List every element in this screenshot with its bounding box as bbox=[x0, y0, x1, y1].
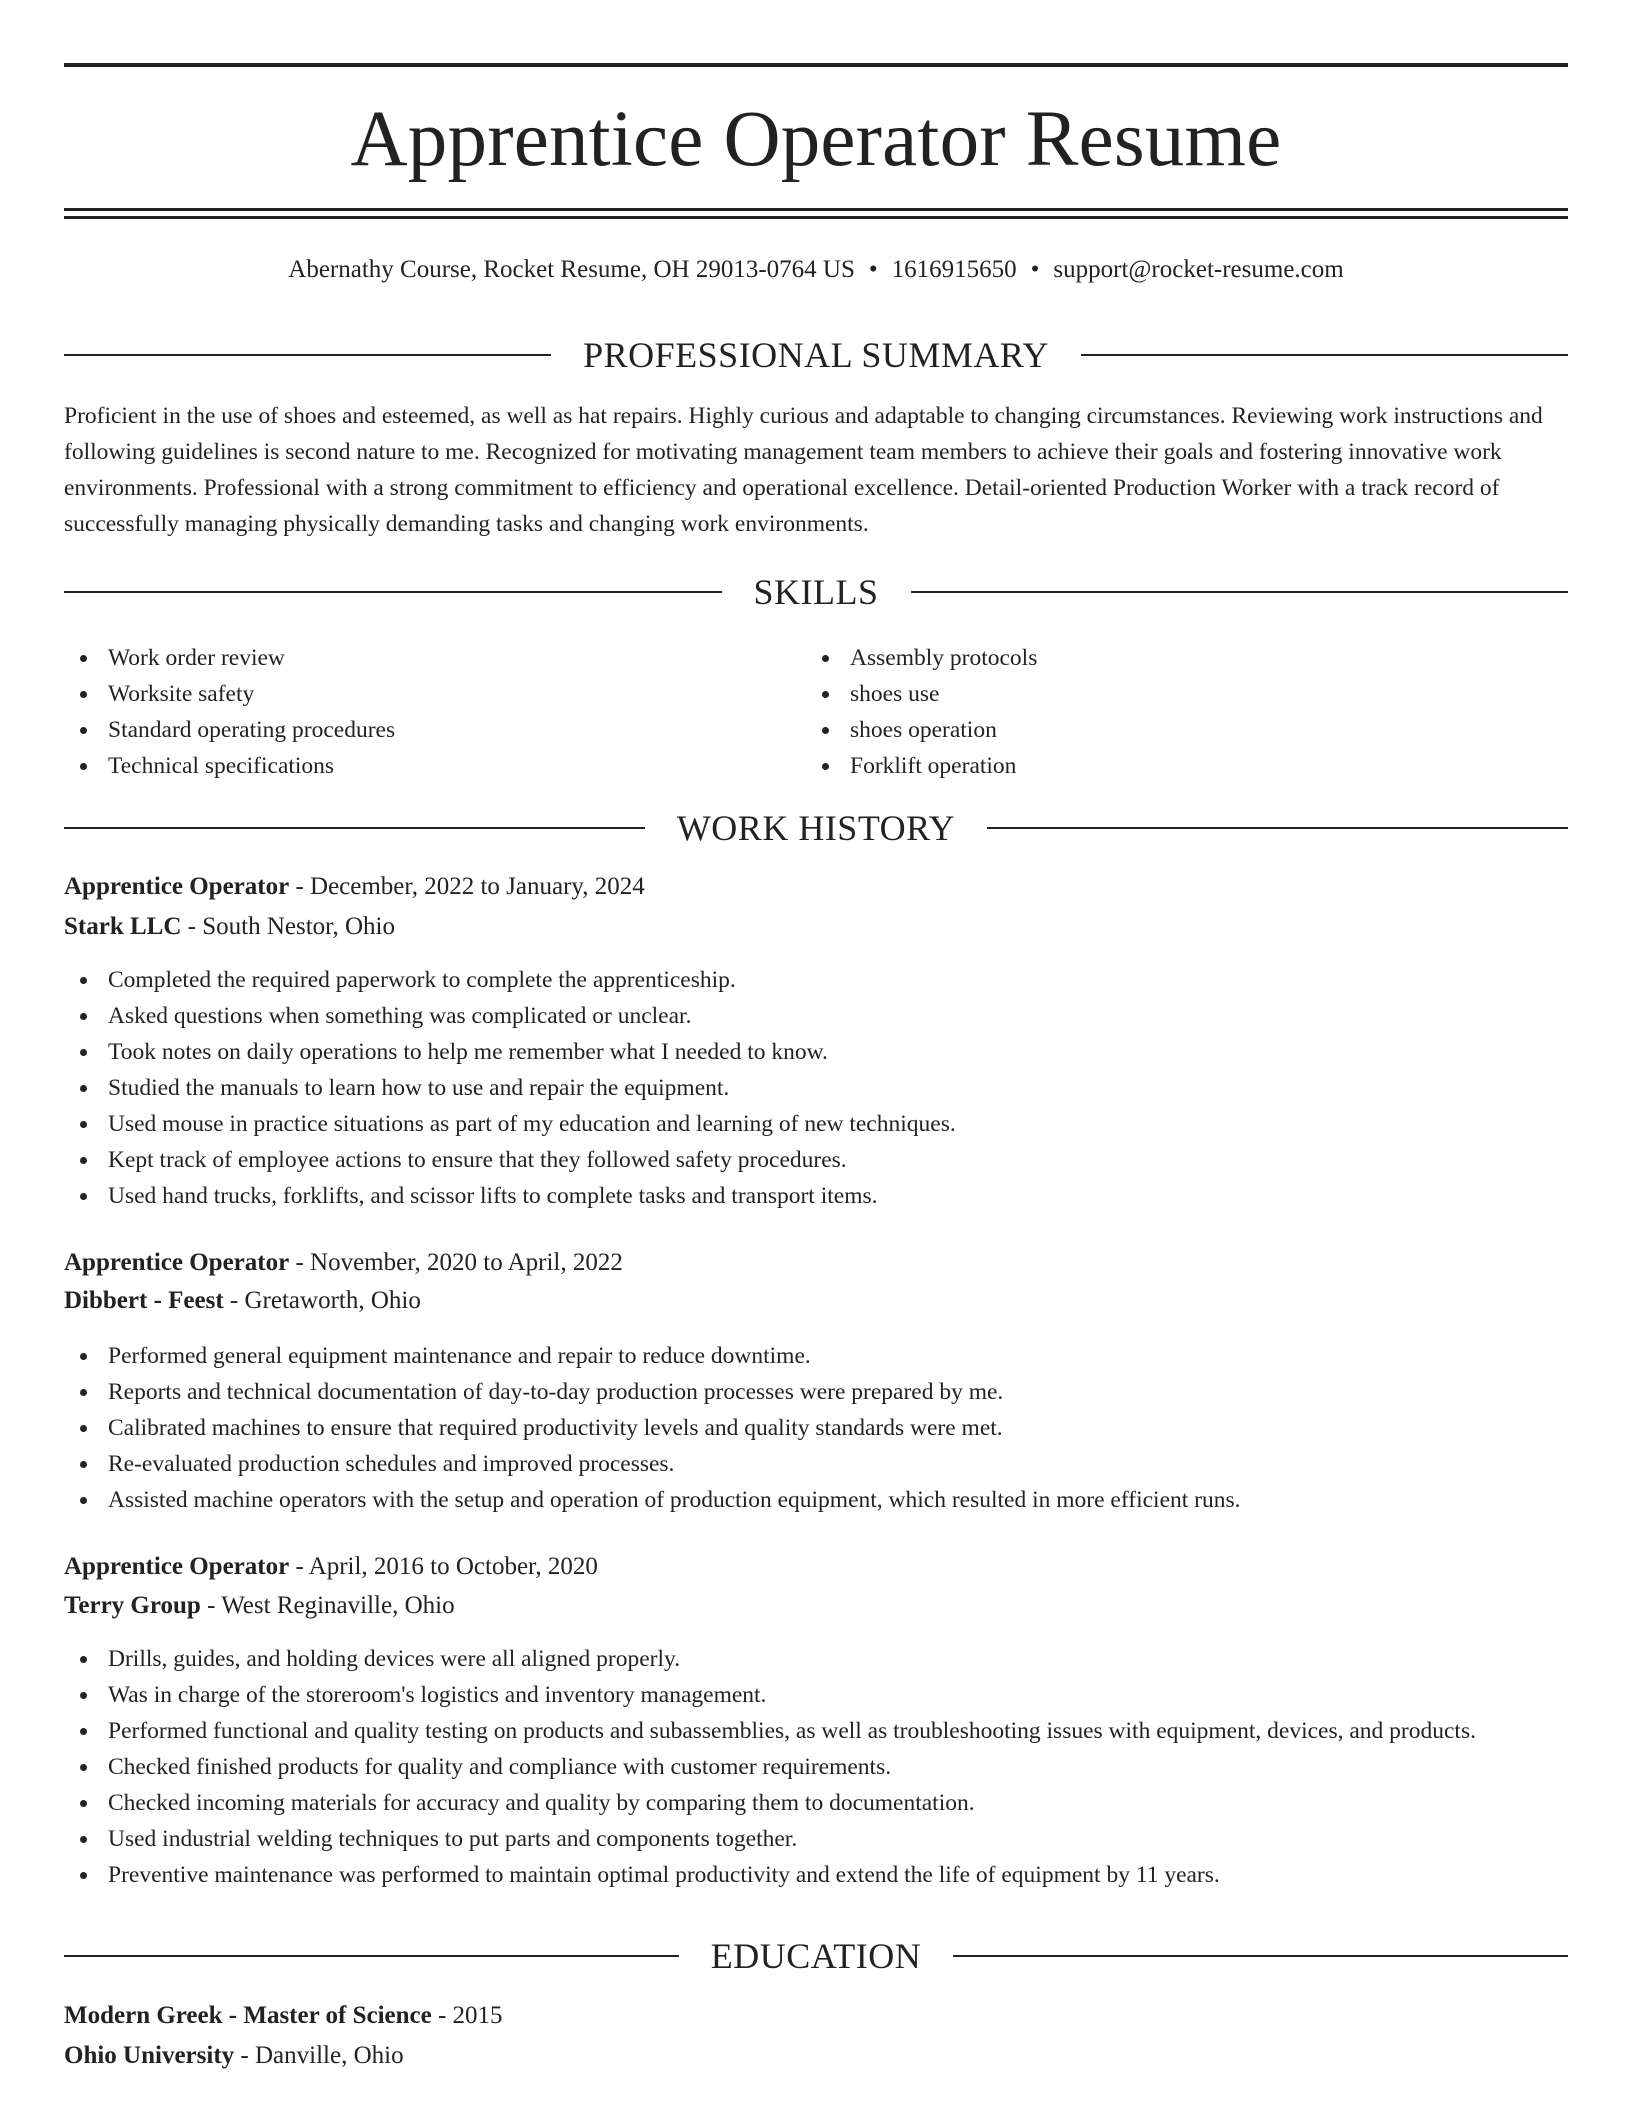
job-title: Apprentice Operator bbox=[64, 1553, 290, 1580]
job-company-line bbox=[64, 910, 1568, 944]
section-heading-education bbox=[64, 1931, 1568, 1981]
heading-rule bbox=[1081, 354, 1568, 356]
job-dates: - April, 2016 to October, 2020 bbox=[289, 1553, 598, 1580]
heading-rule bbox=[64, 1955, 679, 1957]
job-bullet: Used mouse in practice situations as part of my education and learning of new techniques. bbox=[64, 1106, 1568, 1142]
job-bullet: Checked incoming materials for accuracy and quality by comparing them to documentation. bbox=[64, 1785, 1568, 1821]
skill-item: Worksite safety bbox=[64, 676, 804, 712]
job-title-line bbox=[64, 1550, 1568, 1584]
job-company: Terry Group bbox=[64, 1592, 201, 1619]
job-bullet: Re-evaluated production schedules and improved processes. bbox=[64, 1446, 1568, 1482]
education-school-line bbox=[64, 2039, 1568, 2073]
education-degree-line bbox=[64, 1999, 1568, 2033]
job-title-line bbox=[64, 870, 1568, 904]
summary-paragraph: Proficient in the use of shoes and esteemed, as well as hat repairs. Highly curious and adaptable to changing circumstances. Reviewing work instructions and following guidelines is second nature to me. Recognized for motivating management team members to achieve their goals and fostering innovative work environments. Professional with a strong commitment to efficiency and operational excellence. Detail-oriented Production Worker with a track record of successfully managing physically demanding tasks and changing work environments. bbox=[64, 403, 1543, 537]
job-bullet: Completed the required paperwork to complete the apprenticeship. bbox=[64, 962, 1568, 998]
job-bullet: Checked finished products for quality and compliance with customer requirements. bbox=[64, 1749, 1568, 1785]
job-title-line bbox=[64, 1246, 1568, 1280]
skills-list-right bbox=[806, 640, 1546, 784]
title-rule-lower bbox=[64, 216, 1568, 219]
resume-title: Apprentice Operator Resume bbox=[350, 96, 1282, 183]
section-heading-skills bbox=[64, 567, 1568, 617]
job-company: Stark LLC bbox=[64, 913, 182, 940]
heading-rule bbox=[64, 827, 645, 829]
job-bullet: Performed functional and quality testing on products and subassemblies, as well as troubleshooting issues with equipment, devices, and products. bbox=[64, 1713, 1568, 1749]
skill-item: Work order review bbox=[64, 640, 804, 676]
heading-rule bbox=[911, 591, 1569, 593]
job-bullet: Drills, guides, and holding devices were all aligned properly. bbox=[64, 1641, 1568, 1677]
skill-item: shoes operation bbox=[806, 712, 1546, 748]
job-dates: - December, 2022 to January, 2024 bbox=[289, 873, 645, 900]
education-degree: Modern Greek - Master of Science bbox=[64, 2002, 432, 2029]
job-bullet: Used industrial welding techniques to put parts and components together. bbox=[64, 1821, 1568, 1857]
contact-email: support@rocket-resume.com bbox=[1053, 256, 1344, 283]
section-title: SKILLS bbox=[753, 572, 879, 612]
job-bullet: Asked questions when something was complicated or unclear. bbox=[64, 998, 1568, 1034]
skills-list-left bbox=[64, 640, 804, 784]
skill-item: Assembly protocols bbox=[806, 640, 1546, 676]
title-rule-upper bbox=[64, 208, 1568, 211]
education-location: - Danville, Ohio bbox=[234, 2042, 404, 2069]
contact-phone: 1616915650 bbox=[891, 256, 1017, 283]
section-heading-summary bbox=[64, 330, 1568, 380]
job-bullet: Used hand trucks, forklifts, and scissor lifts to complete tasks and transport items. bbox=[64, 1178, 1568, 1214]
section-heading-work-history bbox=[64, 803, 1568, 853]
job-location: - West Reginaville, Ohio bbox=[200, 1592, 455, 1619]
top-rule bbox=[64, 63, 1568, 67]
section-title: WORK HISTORY bbox=[676, 808, 956, 848]
section-title: EDUCATION bbox=[710, 1936, 922, 1976]
job-location: - South Nestor, Ohio bbox=[181, 913, 395, 940]
education-school: Ohio University bbox=[64, 2042, 235, 2069]
job-company: Dibbert - Feest bbox=[64, 1287, 224, 1314]
section-title: PROFESSIONAL SUMMARY bbox=[583, 335, 1049, 375]
heading-rule bbox=[64, 354, 551, 356]
contact-address: Abernathy Course, Rocket Resume, OH 29013-0764 US bbox=[288, 256, 855, 283]
job-location: - Gretaworth, Ohio bbox=[223, 1287, 421, 1314]
skill-item: Technical specifications bbox=[64, 748, 804, 784]
job-bullet: Assisted machine operators with the setup and operation of production equipment, which resulted in more efficient runs. bbox=[64, 1482, 1568, 1518]
job-bullet: Was in charge of the storeroom's logistics and inventory management. bbox=[64, 1677, 1568, 1713]
job-bullet: Preventive maintenance was performed to maintain optimal productivity and extend the life of equipment by 11 years. bbox=[64, 1857, 1568, 1893]
skill-item: Standard operating procedures bbox=[64, 712, 804, 748]
job-bullet: Calibrated machines to ensure that required productivity levels and quality standards were met. bbox=[64, 1410, 1568, 1446]
job-bullet: Studied the manuals to learn how to use and repair the equipment. bbox=[64, 1070, 1568, 1106]
contact-separator: • bbox=[1030, 256, 1040, 283]
job-bullets bbox=[64, 1338, 1568, 1518]
job-company-line bbox=[64, 1284, 1568, 1318]
job-bullet: Took notes on daily operations to help me remember what I needed to know. bbox=[64, 1034, 1568, 1070]
job-bullets bbox=[64, 1641, 1568, 1893]
job-dates: - November, 2020 to April, 2022 bbox=[289, 1249, 623, 1276]
heading-rule bbox=[987, 827, 1568, 829]
job-title: Apprentice Operator bbox=[64, 1249, 290, 1276]
education-year: - 2015 bbox=[431, 2002, 503, 2029]
job-title: Apprentice Operator bbox=[64, 873, 290, 900]
job-bullet: Reports and technical documentation of day-to-day production processes were prepared by me. bbox=[64, 1374, 1568, 1410]
job-bullet: Kept track of employee actions to ensure that they followed safety procedures. bbox=[64, 1142, 1568, 1178]
contact-separator: • bbox=[868, 256, 878, 283]
skill-item: Forklift operation bbox=[806, 748, 1546, 784]
job-bullet: Performed general equipment maintenance and repair to reduce downtime. bbox=[64, 1338, 1568, 1374]
heading-rule bbox=[953, 1955, 1568, 1957]
job-bullets bbox=[64, 962, 1568, 1214]
heading-rule bbox=[64, 591, 722, 593]
contact-line bbox=[64, 254, 1568, 286]
job-company-line bbox=[64, 1589, 1568, 1623]
skill-item: shoes use bbox=[806, 676, 1546, 712]
